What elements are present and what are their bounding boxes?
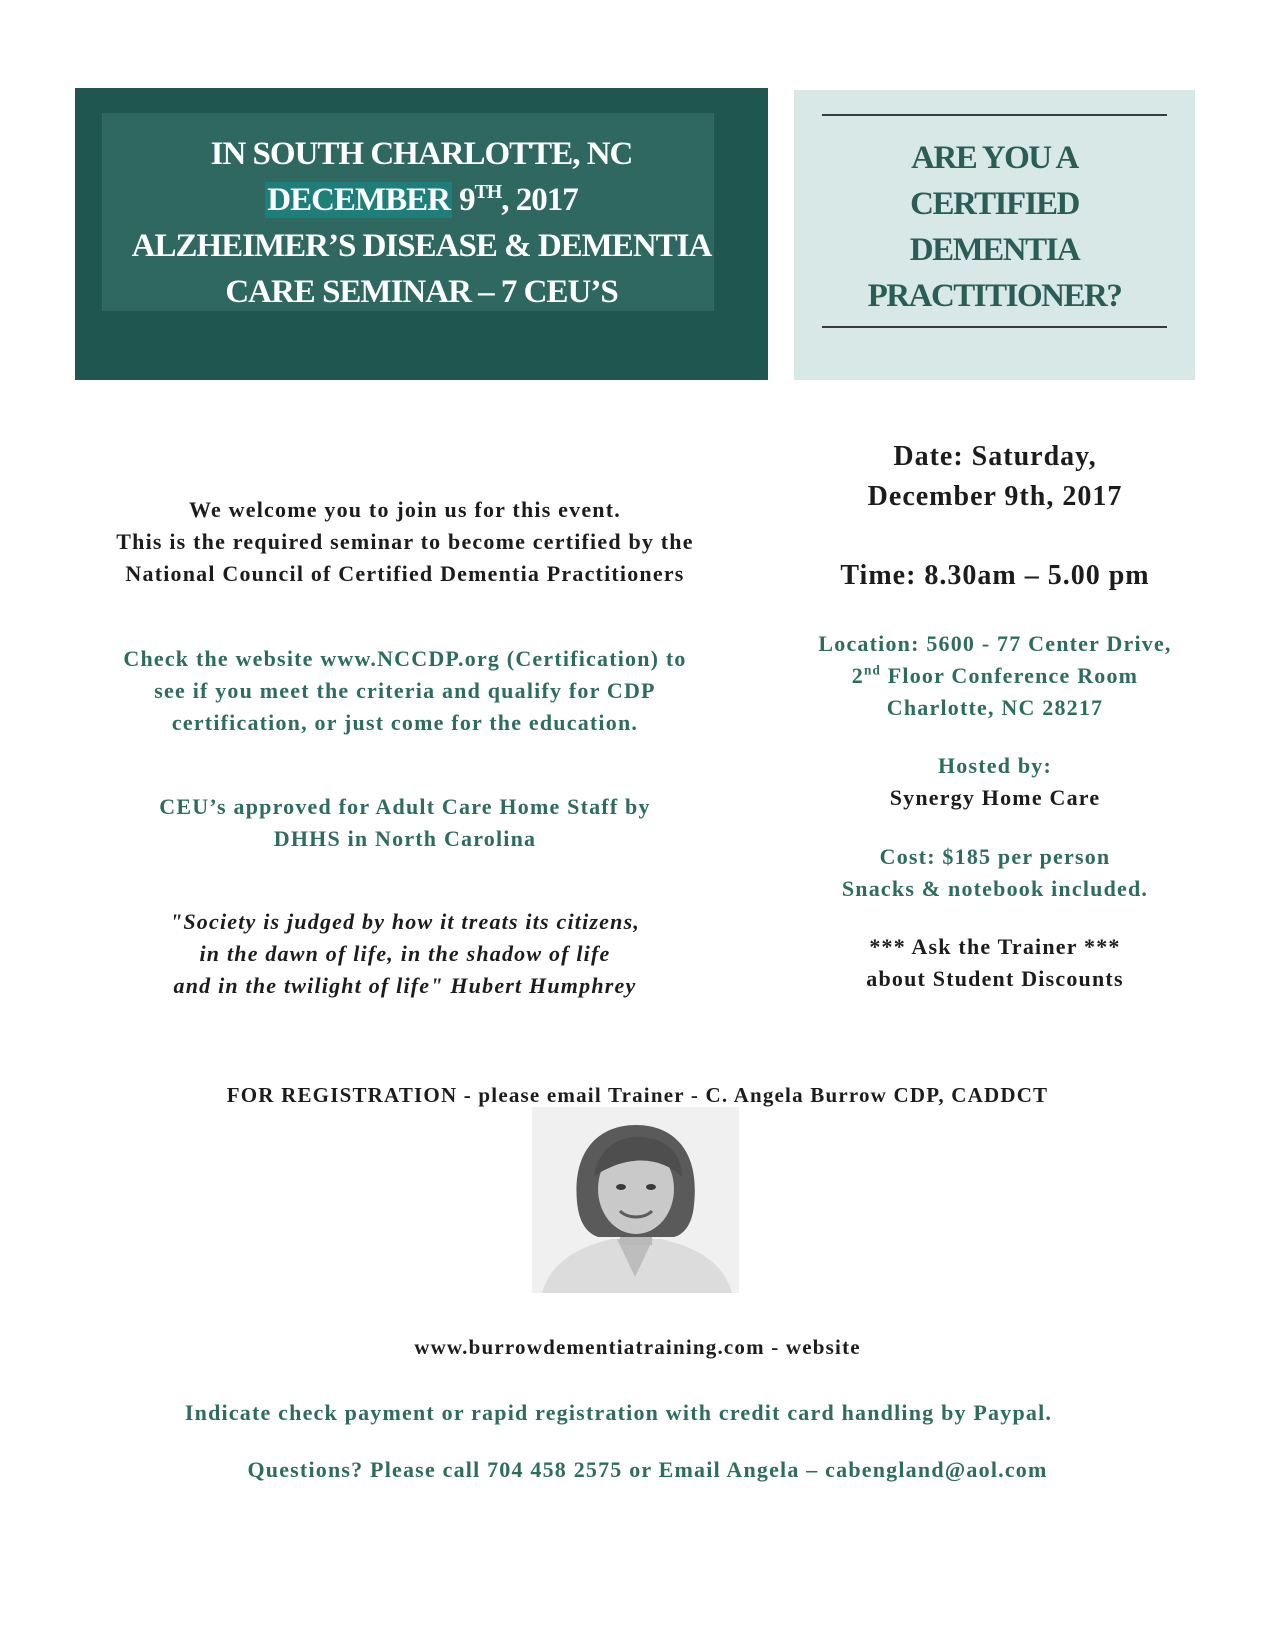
question-text	[794, 135, 1195, 319]
event-cost	[795, 841, 1195, 905]
host-name: Synergy Home Care	[889, 785, 1101, 810]
question-line-2: CERTIFIED	[910, 186, 1079, 222]
date-line: December 9th, 2017	[867, 481, 1123, 512]
title-date	[75, 177, 768, 223]
title-topic: ALZHEIMER’S DISEASE & DEMENTIA	[131, 228, 712, 264]
ceu-line: CEU’s approved for Adult Care Home Staff by	[159, 794, 651, 819]
question-line-4: PRACTITIONER?	[867, 278, 1122, 314]
payment-note: Indicate check payment or rapid registration with credit card handling by Paypal.	[184, 1400, 1053, 1425]
quote-line: in the dawn of life, in the shadow of life	[199, 941, 611, 966]
location-room: Floor Conference Room	[881, 663, 1139, 688]
ceu-line: DHHS in North Carolina	[273, 826, 537, 851]
quote-line: and in the twilight of life" Hubert Humphrey	[173, 973, 637, 998]
title-text	[75, 88, 768, 315]
check-website-paragraph	[75, 643, 735, 739]
title-location: IN SOUTH CHARLOTTE, NC	[210, 136, 633, 172]
ceu-approval-paragraph	[75, 791, 735, 855]
bottom-divider	[822, 326, 1167, 328]
quote-line: "Society is judged by how it treats its citizens,	[169, 909, 641, 934]
welcome-line: This is the required seminar to become certified by the	[116, 529, 694, 554]
quote-paragraph	[75, 906, 735, 1002]
title-date-day: 9	[451, 182, 475, 218]
discount-note	[795, 931, 1195, 995]
title-date-highlight: DECEMBER	[267, 182, 450, 218]
top-divider	[822, 114, 1167, 116]
check-line: see if you meet the criteria and qualify for CDP	[154, 678, 656, 703]
event-date	[795, 437, 1195, 517]
welcome-paragraph	[75, 494, 735, 590]
cost-line: Snacks & notebook included.	[841, 876, 1149, 901]
location-floor-suffix: nd	[863, 662, 882, 678]
welcome-line: National Council of Certified Dementia Practitioners	[125, 561, 685, 586]
cost-line: Cost: $185 per person	[879, 844, 1111, 869]
hosted-label: Hosted by:	[937, 753, 1053, 778]
check-line: Check the website www.NCCDP.org (Certification) to	[123, 646, 687, 671]
discount-line: about Student Discounts	[866, 966, 1124, 991]
trainer-website: www.burrowdementiatraining.com - website	[414, 1335, 861, 1359]
discount-line: *** Ask the Trainer ***	[869, 934, 1121, 959]
registration-note: FOR REGISTRATION - please email Trainer - C. Angela Burrow CDP, CADDCT	[226, 1083, 1049, 1107]
event-time: Time: 8.30am – 5.00 pm	[840, 560, 1150, 591]
title-date-suffix: TH	[474, 181, 502, 203]
title-banner	[75, 88, 768, 380]
location-line	[795, 660, 1195, 692]
question-box	[794, 90, 1195, 380]
location-line: Charlotte, NC 28217	[886, 695, 1104, 720]
location-line: Location: 5600 - 77 Center Drive,	[818, 631, 1172, 656]
trainer-photo	[532, 1107, 739, 1293]
trainer-portrait-image	[532, 1107, 739, 1293]
title-subtopic: CARE SEMINAR – 7 CEU’S	[225, 274, 618, 310]
date-line: Date: Saturday,	[893, 441, 1097, 472]
hosted-by	[795, 750, 1195, 814]
title-date-year: , 2017	[501, 182, 578, 218]
contact-note: Questions? Please call 704 458 2575 or Email Angela – cabengland@aol.com	[247, 1457, 1048, 1482]
check-line: certification, or just come for the education.	[171, 710, 639, 735]
question-line-1: ARE YOU A	[911, 140, 1078, 176]
event-location	[795, 628, 1195, 724]
location-floor-number: 2	[851, 663, 864, 688]
welcome-line: We welcome you to join us for this event.	[189, 497, 621, 522]
question-line-3: DEMENTIA	[909, 232, 1080, 268]
